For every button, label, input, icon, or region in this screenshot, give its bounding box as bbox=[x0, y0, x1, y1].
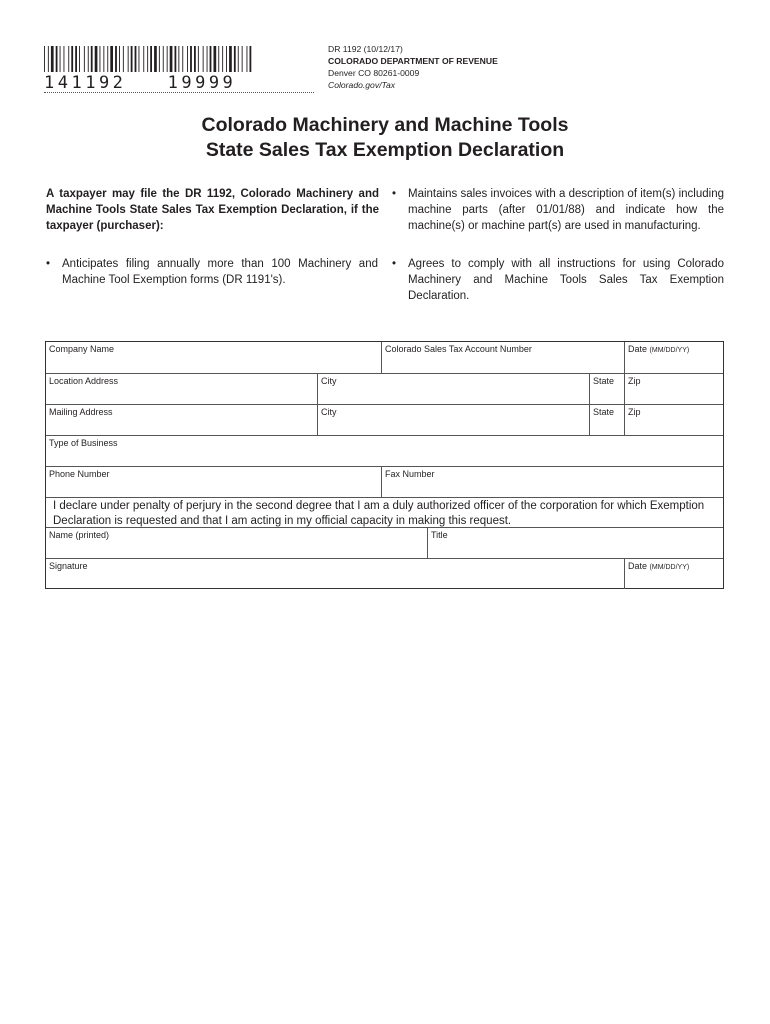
barcode bbox=[44, 46, 252, 72]
form-header bbox=[328, 43, 498, 91]
date-format: (MM/DD/YY) bbox=[649, 564, 690, 571]
location-city-field[interactable] bbox=[317, 373, 589, 404]
type-of-business-field[interactable] bbox=[46, 435, 723, 466]
bullet-text: Agrees to comply with all instructions for using Colorado Machinery and Machine Tools Sales Tax Exemption Declaration. bbox=[408, 258, 724, 302]
bullet-text: Maintains sales invoices with a description of item(s) including machine parts (after 01/01/88) and indicate how the machine(s) or machine part(s) are used in manufacturing. bbox=[408, 188, 724, 232]
page-title bbox=[0, 113, 770, 163]
location-address-label: Location Address bbox=[49, 376, 119, 386]
name-printed-field[interactable] bbox=[46, 527, 427, 558]
agency-name: COLORADO DEPARTMENT OF REVENUE bbox=[328, 56, 498, 66]
date-label: Date bbox=[628, 344, 648, 354]
title-label: Title bbox=[431, 530, 448, 540]
account-number-label: Colorado Sales Tax Account Number bbox=[385, 344, 532, 354]
mailing-city-field[interactable] bbox=[317, 404, 589, 435]
barcode-number: 141192 19999 bbox=[44, 73, 237, 93]
bullet-item bbox=[392, 186, 724, 234]
signature-label: Signature bbox=[49, 561, 88, 571]
city-label: City bbox=[321, 376, 337, 386]
name-printed-label: Name (printed) bbox=[49, 530, 110, 540]
location-address-field[interactable] bbox=[46, 373, 317, 404]
bullet-dot: • bbox=[392, 258, 397, 270]
form-id: DR 1192 (10/12/17) bbox=[328, 44, 403, 54]
state-label: State bbox=[593, 376, 615, 386]
title-line-2: State Sales Tax Exemption Declaration bbox=[205, 139, 565, 161]
fax-number-field[interactable] bbox=[381, 466, 723, 497]
fax-number-label: Fax Number bbox=[385, 469, 435, 479]
bullet-dot: • bbox=[392, 188, 397, 200]
bullet-dot: • bbox=[46, 258, 51, 270]
mailing-state-field[interactable] bbox=[589, 404, 624, 435]
date-label: Date bbox=[628, 561, 648, 571]
declaration-text: I declare under penalty of perjury in the second degree that I am a duly authorized officer of the corporation for which Exemption Declaration is requested and that I am acting in my official capacity in making this request. bbox=[46, 497, 723, 529]
intro-text: A taxpayer may file the DR 1192, Colorado Machinery and Machine Tools State Sales Tax Exemption Declaration, if the taxpayer (purchaser): bbox=[46, 188, 379, 232]
mailing-address-label: Mailing Address bbox=[49, 407, 113, 417]
type-of-business-label: Type of Business bbox=[49, 438, 118, 448]
state-label: State bbox=[593, 407, 615, 417]
signature-date-field[interactable] bbox=[624, 558, 723, 589]
title-line-1: Colorado Machinery and Machine Tools bbox=[201, 114, 569, 136]
title-field[interactable] bbox=[427, 527, 723, 558]
date-format: (MM/DD/YY) bbox=[649, 347, 690, 354]
location-zip-field[interactable] bbox=[624, 373, 723, 404]
city-label: City bbox=[321, 407, 337, 417]
agency-website: Colorado.gov/Tax bbox=[328, 80, 396, 90]
mailing-zip-field[interactable] bbox=[624, 404, 723, 435]
signature-field[interactable] bbox=[46, 558, 624, 589]
agency-address: Denver CO 80261-0009 bbox=[328, 68, 420, 78]
zip-label: Zip bbox=[628, 407, 641, 417]
phone-number-field[interactable] bbox=[46, 466, 381, 497]
bullet-item bbox=[392, 256, 724, 304]
mailing-address-field[interactable] bbox=[46, 404, 317, 435]
zip-label: Zip bbox=[628, 376, 641, 386]
company-name-label: Company Name bbox=[49, 344, 115, 354]
bullet-item bbox=[46, 256, 378, 288]
date-field[interactable] bbox=[624, 342, 723, 373]
company-name-field[interactable] bbox=[46, 342, 381, 373]
location-state-field[interactable] bbox=[589, 373, 624, 404]
barcode-underline bbox=[44, 92, 314, 93]
declaration-form bbox=[45, 341, 724, 589]
bullet-text: Anticipates filing annually more than 100 Machinery and Machine Tool Exemption forms (DR 1191's). bbox=[62, 258, 378, 286]
account-number-field[interactable] bbox=[381, 342, 624, 373]
phone-number-label: Phone Number bbox=[49, 469, 110, 479]
